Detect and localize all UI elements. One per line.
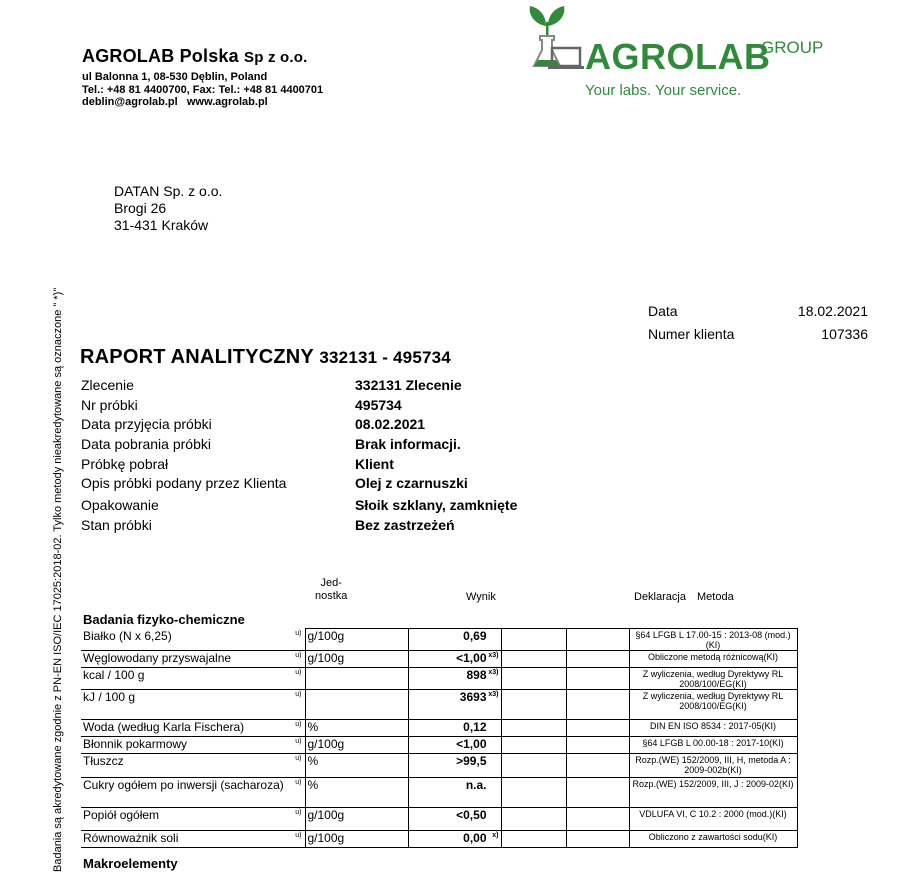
recipient-line-2: Brogi 26	[114, 200, 167, 216]
parameter-name	[81, 690, 305, 720]
parameter-label: Białko (N x 6,25)	[83, 628, 172, 643]
result-value: 0,00	[463, 831, 487, 845]
parameter-method: §64 LFGB L 17.00-15 : 2013-08 (mod.)(KI)	[629, 629, 797, 651]
accreditation-mark: u)	[295, 832, 302, 839]
accreditation-mark: u)	[295, 652, 302, 659]
parameter-method: Rozp.(WE) 152/2009, III, J : 2009-02(KI)	[629, 778, 797, 808]
parameter-result	[408, 737, 501, 754]
section-macro: Makroelementy	[83, 856, 178, 871]
report-title	[80, 346, 451, 369]
parameter-result	[408, 831, 501, 848]
result-value: >99,5	[456, 754, 487, 768]
parameter-name	[81, 668, 305, 690]
accreditation-mark: u)	[295, 629, 302, 637]
info-label: Data pobrania próbki	[81, 435, 211, 452]
declaration-cell	[566, 651, 629, 668]
client-number-label: Numer klienta	[648, 326, 735, 342]
parameter-name	[81, 720, 305, 737]
table-row	[81, 629, 797, 651]
declaration-cell	[566, 754, 629, 778]
info-value: Słoik szklany, zamknięte	[355, 496, 518, 513]
info-label: Nr próbki	[81, 396, 138, 413]
parameter-unit: %	[305, 754, 408, 778]
accreditation-mark: u)	[295, 779, 302, 786]
accreditation-mark: u)	[295, 691, 302, 698]
sample-info	[81, 375, 517, 535]
parameter-unit: g/100g	[305, 831, 408, 848]
result-footnote: x3)	[488, 652, 499, 659]
parameter-label: Cukry ogółem po inwersji (sacharoza)	[83, 778, 284, 792]
parameter-unit	[305, 668, 408, 690]
company-email-web: deblin@agrolab.pl www.agrolab.pl	[82, 96, 268, 108]
parameter-label: Błonnik pokarmowy	[83, 737, 188, 751]
result-footnote: x3)	[488, 669, 499, 676]
logo-group: GROUP	[761, 38, 824, 57]
column-header-unit-line1: Jed-	[320, 577, 342, 589]
info-label: Stan próbki	[81, 516, 152, 533]
result-footnote: x3)	[488, 691, 499, 698]
result-value: 0,69	[463, 629, 487, 643]
company-name	[82, 46, 308, 67]
table-row	[81, 737, 797, 754]
empty-cell	[501, 720, 566, 737]
table-row	[81, 668, 797, 690]
company-phone: Tel.: +48 81 4400700, Fax: Tel.: +48 81 4400701	[82, 83, 324, 96]
logo-tagline: Your labs. Your service.	[585, 82, 742, 99]
parameter-name	[81, 831, 305, 848]
accreditation-note: Badania są akredytowane zgodnie z PN-EN ISO/IEC 17025:2018-02. Tylko metody nieakredytowane są oznaczone " *)"	[52, 287, 64, 872]
info-value: 332131 Zlecenie	[355, 376, 462, 393]
section-physchem: Badania fizyko-chemiczne	[83, 612, 245, 627]
declaration-cell	[566, 778, 629, 808]
column-header-unit	[315, 577, 347, 603]
declaration-cell	[566, 720, 629, 737]
recipient-line-1: DATAN Sp. z o.o.	[114, 183, 223, 199]
column-header-method: Metoda	[697, 591, 734, 603]
table-row	[81, 778, 797, 808]
parameter-method: Obliczono z zawartości sodu(KI)	[629, 831, 797, 848]
info-row	[81, 395, 517, 415]
column-header-declaration: Deklaracja	[634, 591, 686, 603]
empty-cell	[501, 831, 566, 848]
company-name-main: AGROLAB Polska	[82, 46, 239, 66]
table-row	[81, 651, 797, 668]
result-value: n.a.	[465, 778, 487, 792]
parameter-result	[408, 778, 501, 808]
parameter-unit: g/100g	[305, 629, 408, 651]
parameter-method: §64 LFGB L 00.00-18 : 2017-10(KI)	[629, 737, 797, 754]
client-number-value: 107336	[821, 326, 868, 342]
accreditation-mark: u)	[295, 755, 302, 762]
empty-cell	[501, 690, 566, 720]
empty-cell	[501, 668, 566, 690]
info-label: Zlecenie	[81, 376, 134, 393]
info-label: Opakowanie	[81, 496, 159, 513]
result-value: 0,12	[463, 720, 487, 734]
declaration-cell	[566, 737, 629, 754]
company-contact	[82, 71, 323, 109]
parameter-method: Z wyliczenia, według Dyrektywy RL 2008/100/EG(KI)	[629, 690, 797, 720]
table-row	[81, 808, 797, 831]
declaration-cell	[566, 668, 629, 690]
info-value: Olej z czarnuszki	[355, 475, 468, 492]
parameter-label: Węglowodany przyswajalne	[83, 651, 232, 665]
accreditation-mark: u)	[295, 669, 302, 676]
parameter-method: Rozp.(WE) 152/2009, III, H, metoda A : 2009-002b(KI)	[629, 754, 797, 778]
parameter-unit	[305, 690, 408, 720]
date-label: Data	[648, 303, 678, 319]
parameter-result	[408, 629, 501, 651]
table-row	[81, 831, 797, 848]
column-header-unit-line2: nostka	[315, 590, 348, 602]
info-value: Klient	[355, 455, 394, 472]
empty-cell	[501, 808, 566, 831]
parameter-method: VDLUFA VI, C 10.2 : 2000 (mod.)(KI)	[629, 808, 797, 831]
info-row	[81, 495, 517, 515]
parameter-unit: %	[305, 720, 408, 737]
parameter-label: Woda (według Karla Fischera)	[83, 720, 245, 734]
info-row	[81, 473, 517, 493]
info-row	[81, 515, 517, 535]
report-number: 332131 - 495734	[319, 348, 451, 367]
accreditation-mark: u)	[295, 809, 302, 816]
info-row	[81, 375, 517, 395]
declaration-cell	[566, 808, 629, 831]
info-label: Próbkę pobrał	[81, 455, 169, 472]
parameter-unit: g/100g	[305, 808, 408, 831]
table-row	[81, 754, 797, 778]
report-title-text: RAPORT ANALITYCZNY	[80, 346, 314, 368]
empty-cell	[501, 737, 566, 754]
result-value: <0,50	[456, 808, 487, 822]
column-header-result: Wynik	[466, 591, 496, 603]
result-footnote: x)	[492, 832, 499, 839]
recipient-address	[114, 183, 222, 234]
parameter-name	[81, 808, 305, 831]
parameter-result	[408, 754, 501, 778]
logo-name: AGROLAB	[585, 36, 771, 77]
declaration-cell	[566, 629, 629, 651]
info-row	[81, 414, 517, 434]
info-row	[81, 434, 517, 454]
accreditation-mark: u)	[295, 721, 302, 728]
parameter-label: Popiół ogółem	[83, 808, 160, 822]
parameter-result	[408, 690, 501, 720]
parameter-label: kJ / 100 g	[83, 690, 136, 704]
parameter-result	[408, 668, 501, 690]
info-row	[81, 454, 517, 474]
parameter-method: Obliczone metodą różnicową(KI)	[629, 651, 797, 668]
info-label: Opis próbki podany przez Klienta	[81, 475, 287, 492]
meta-values	[798, 300, 868, 346]
recipient-line-3: 31-431 Kraków	[114, 217, 209, 233]
company-name-suffix: Sp z o.o.	[244, 49, 308, 66]
parameter-result	[408, 808, 501, 831]
parameter-unit: g/100g	[305, 651, 408, 668]
company-address: ul Balonna 1, 08-530 Dęblin, Poland	[82, 71, 268, 83]
empty-cell	[501, 629, 566, 651]
parameter-method: Z wyliczenia, według Dyrektywy RL 2008/100/EG(KI)	[629, 668, 797, 690]
result-value: 898	[466, 668, 487, 682]
result-value: 3693	[459, 690, 487, 704]
info-value: Brak informacji.	[355, 435, 461, 452]
parameter-unit: %	[305, 778, 408, 808]
info-value: Bez zastrzeżeń	[355, 516, 455, 533]
info-value: 08.02.2021	[355, 416, 426, 433]
date-value: 18.02.2021	[797, 303, 868, 319]
result-value: <1,00	[456, 651, 487, 665]
info-value: 495734	[355, 396, 402, 413]
table-row	[81, 720, 797, 737]
parameter-name	[81, 629, 305, 651]
parameter-result	[408, 651, 501, 668]
empty-cell	[501, 754, 566, 778]
result-value: <1,00	[456, 737, 487, 751]
parameter-name	[81, 778, 305, 808]
accreditation-mark: u)	[295, 738, 302, 745]
results-table	[81, 628, 798, 848]
parameter-unit: g/100g	[305, 737, 408, 754]
empty-cell	[501, 651, 566, 668]
meta-labels	[648, 300, 734, 346]
parameter-name	[81, 754, 305, 778]
parameter-label: kcal / 100 g	[83, 668, 145, 682]
parameter-name	[81, 651, 305, 668]
empty-cell	[501, 778, 566, 808]
declaration-cell	[566, 831, 629, 848]
declaration-cell	[566, 690, 629, 720]
parameter-name	[81, 737, 305, 754]
parameter-method: DIN EN ISO 8534 : 2017-05(KI)	[629, 720, 797, 737]
table-row	[81, 690, 797, 720]
parameter-result	[408, 720, 501, 737]
info-label: Data przyjęcia próbki	[81, 416, 212, 433]
parameter-label: Równoważnik soli	[83, 831, 179, 845]
parameter-label: Tłuszcz	[83, 754, 124, 768]
